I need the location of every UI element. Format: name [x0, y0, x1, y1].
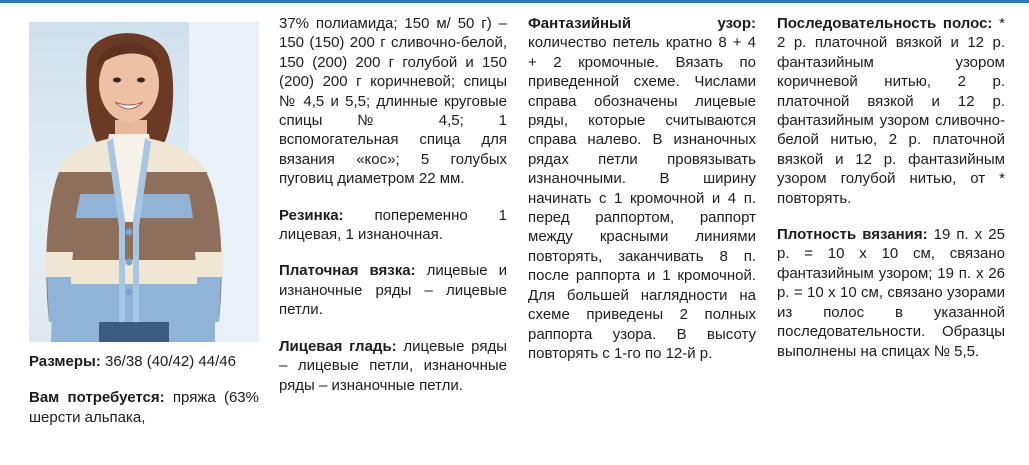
fancy-value: количество петель кратно 8 + 4 + 2 кромочные. Вязать по приведенной схеме. Числами справа обозначены лицевые ряды, которые считываются справа налево. В изнаночных рядах петли провязывать изнаночными. В ширину начинать с 1 кромочной и 4 п. перед раппортом, раппорт между красными линиями повторять, заканчивать 8 п. после раппорта и 1 кромочной. Для большей наглядности на схеме приведены 2 полных раппорта узора. В высоту повторять с 1-го по 12-й р.: [528, 34, 756, 362]
sizes-label: Размеры:: [29, 353, 101, 370]
fancy-paragraph: [528, 14, 756, 363]
sizes-value: 36/38 (40/42) 44/46: [100, 353, 236, 370]
gauge-label: Плотность вязания:: [777, 226, 928, 244]
stripes-label: Последовательность полос:: [777, 15, 993, 32]
needs-paragraph: [29, 388, 259, 427]
needs-label: Вам потребуется:: [29, 389, 165, 407]
gauge-value: 19 п. x 25 р. = 10 x 10 см, связано фантазийным узором; 19 п. x 26 р. = 10 x 10 см, связано узорами из полос в указанной последовательности. Образцы выполнены на спицах № 5,5.: [777, 226, 1005, 360]
rib-label: Резинка:: [279, 206, 344, 224]
materials-paragraph: 37% полиамида; 150 м/ 50 г) – 150 (150) 200 г сливочно-белой, 150 (200) 200 г голубой и 150 (200) 200 г коричневой; спицы № 4,5 и 5,5; длинные круговые спицы № 4,5; 1 вспомогательная спица для вязания «кос»; 5 голубых пуговиц диаметром 22 мм.: [279, 15, 507, 188]
garter-label: Платочная вязка:: [279, 262, 416, 280]
column-materials: [279, 14, 507, 412]
top-accent-rule: [0, 0, 1029, 3]
rib-paragraph: [279, 206, 507, 245]
column-sizes: [29, 352, 259, 444]
column-fancy-pattern: [528, 14, 756, 380]
model-photo: [29, 22, 259, 342]
sizes-paragraph: [29, 352, 259, 371]
rib-value: попеременно 1 лицевая, 1 изнаночная.: [279, 206, 507, 244]
fancy-label: Фантазийный узор:: [528, 15, 756, 32]
stockinette-value: лицевые ряды – лицевые петли, изнаночные ряды – изнаночные петли.: [279, 337, 508, 394]
garter-value: лицевые и изнаночные ряды – лицевые петли.: [279, 262, 507, 319]
model-illustration: [29, 22, 259, 342]
gauge-paragraph: [777, 225, 1005, 361]
column-stripes-gauge: [777, 14, 1005, 378]
stripes-value: * 2 р. платочной вязкой и 12 р. фантазийным узором коричневой нитью, 2 р. платочной вязкой и 12 р. фантазийным узором сливочно-белой нитью, 2 р. платочной вязкой и 12 р. фантазийным узором голубой нитью, от * повторять.: [777, 15, 1005, 207]
stockinette-paragraph: [279, 337, 507, 395]
stockinette-label: Лицевая гладь:: [279, 337, 397, 355]
garter-paragraph: [279, 261, 507, 319]
needs-value: пряжа (63% шерсти альпака,: [29, 389, 259, 426]
stripes-paragraph: [777, 14, 1005, 208]
